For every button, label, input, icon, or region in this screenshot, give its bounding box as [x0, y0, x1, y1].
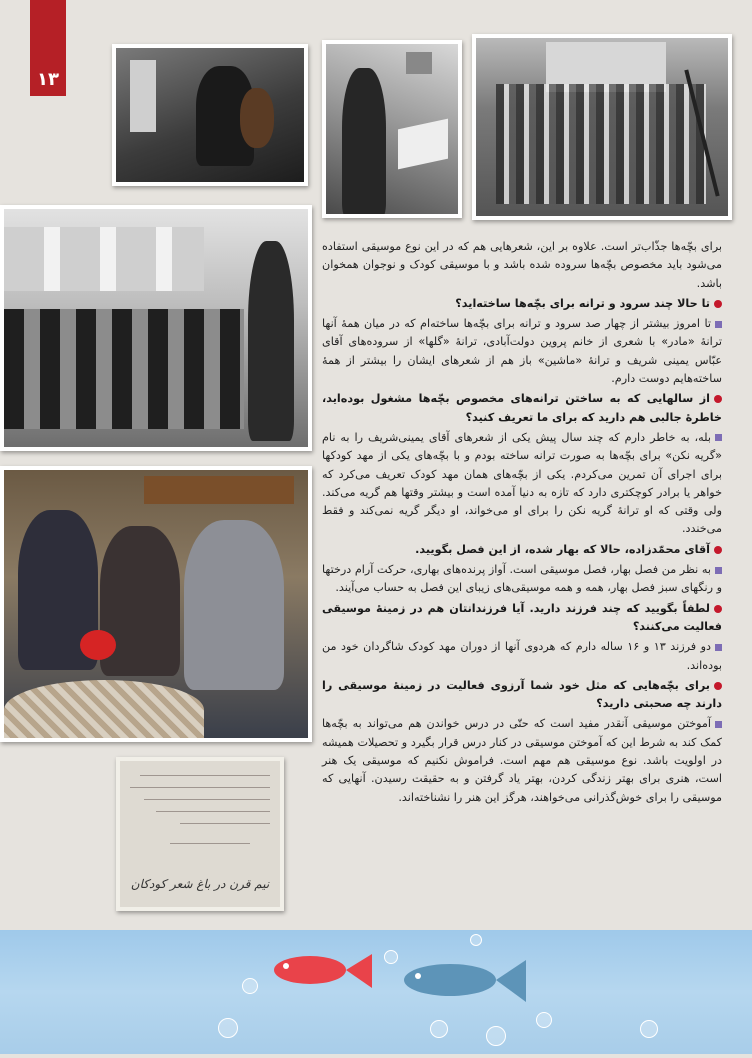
bubble-icon — [536, 1012, 552, 1028]
person-right — [184, 520, 284, 690]
question-bullet-icon — [714, 395, 722, 403]
answer-bullet-icon — [715, 721, 722, 728]
answer-bullet-icon — [715, 644, 722, 651]
children-rows — [496, 84, 706, 204]
blue-fish-icon — [404, 960, 526, 1002]
question-bullet-icon — [714, 300, 722, 308]
photo-violinist-writing — [112, 44, 308, 186]
handwriting-line — [180, 823, 270, 824]
bubble-icon — [470, 934, 482, 946]
red-fish-icon — [274, 954, 372, 988]
bubble-icon — [430, 1020, 448, 1038]
answer-5: آموختن موسیقی آنقدر مفید است که حتّی در درس خواندن هم می‌تواند به بچّه‌ها کمک کند به شرط این که آموختن موسیقی در کنار درس قرار بگیرد و تحصیلات همیشه در اولویت باشد. نوع موسیقی هم مهم است. فراموش نکنیم که موسیقی یک هنر است، هنری برای بهتر زندگی کردن، بهتر یاد گرفتن و به حقیقت رسیدن. آنهایی که موسیقی را برای خوش‌گذرانی می‌خواهند، هرگز این هنر را نشناخته‌اند. — [322, 717, 722, 804]
answer-4: دو فرزند ۱۳ و ۱۶ ساله دارم که هردوی آنها از دوران مهد کودک شاگردان خود من بوده‌اند. — [322, 640, 722, 672]
interview-text — [322, 238, 722, 809]
photo-classroom-violinist — [0, 205, 312, 451]
patterned-table — [4, 680, 204, 738]
bubble-icon — [384, 950, 398, 964]
answer-bullet-icon — [715, 434, 722, 441]
manuscript-caption: نیم قرن در باغ شعر کودکان — [130, 877, 270, 891]
answer-1: تا امروز بیشتر از چهار صد سرود و ترانه برای بچّه‌ها ساخته‌ام که در میان همهٔ آنها ترانهٔ «مادر» با شعری از خانم پروین دولت‌آبادی، ترانهٔ «گلها» از سروده‌های آقای عبّاس یمینی شریف و ترانهٔ «ماشین» باز هم از شعرهای ایشان را بیشتر از همهٔ ساخته‌هایم دوست دارم. — [322, 317, 722, 386]
question-2: از سالهایی که به ساختن ترانه‌های مخصوص بچّه‌ها مشغول بوده‌اید، خاطرهٔ جالبی هم دارید که برای ما تعریف کنید؟ — [322, 392, 722, 424]
photo-class-group — [472, 34, 732, 220]
students-desks — [4, 309, 244, 429]
wall-frame — [144, 476, 294, 504]
paragraph-1: برای بچّه‌ها جذّاب‌تر است. علاوه بر این، شعرهایی هم که در این نوع موسیقی استفاده می‌شود باید مخصوص بچّه‌ها سروده شده باشد و با موسیقی کودک و نوجوان همخوان باشد. — [322, 240, 722, 290]
question-bullet-icon — [714, 605, 722, 613]
teacher-silhouette — [248, 241, 294, 441]
photo-man-composing — [322, 40, 462, 218]
answer-2: بله، به خاطر دارم که چند سال پیش یکی از شعرهای آقای یمینی‌شریف را به نام «گریه نکن» برای بچّه‌ها به صورت ترانه ساخته بودم و با بچّه‌های یکی از مهد کودکها برای اجرای آن تمرین می‌کردم. یکی از بچّه‌های همان مهد کودک تعریف می‌کرد که خواهر یا برادر کوچکتری دارد که تازه به دنیا آمده است و بیشتر وقتها هم گریه می‌کند. ولی وقتی که او ترانهٔ گریه نکن را برای او می‌خواند، او دیگر گریه نمی‌کند و فقط می‌خندد. — [322, 430, 722, 536]
handwriting-line — [130, 787, 270, 788]
flowers — [80, 630, 116, 660]
figure-silhouette — [342, 68, 386, 214]
page-number-tab — [30, 0, 66, 96]
music-stand — [398, 119, 448, 170]
handwriting-line — [144, 799, 270, 800]
handwriting-line — [140, 775, 270, 776]
window-frame — [130, 60, 156, 132]
handwriting-line — [156, 811, 270, 812]
answer-3: به نظر من فصل بهار، فصل موسیقی است. آواز پرنده‌های بهاری، حرکت آرام درختها و رنگهای سبز فصل بهار، همه و همه موسیقی‌های زیبای این فصل به حساب می‌آیند. — [322, 563, 722, 595]
question-3: آقای محمّدزاده، حالا که بهار شده، از این فصل بگویید. — [322, 541, 722, 559]
handwriting-line — [170, 843, 250, 844]
question-bullet-icon — [714, 682, 722, 690]
question-bullet-icon — [714, 546, 722, 554]
bubble-icon — [486, 1026, 506, 1046]
sea-decoration — [0, 930, 752, 1054]
manuscript-note — [116, 757, 284, 911]
question-1: تا حالا چند سرود و ترانه برای بچّه‌ها ساخته‌اید؟ — [322, 295, 722, 313]
question-4: لطفاً بگویید که چند فرزند دارید. آیا فرزندانتان هم در زمینهٔ موسیقی فعالیت می‌کنند؟ — [322, 601, 722, 633]
violin-shape — [240, 88, 274, 148]
bubble-icon — [640, 1020, 658, 1038]
fish-illustration — [0, 930, 752, 1054]
answer-bullet-icon — [715, 567, 722, 574]
answer-bullet-icon — [715, 321, 722, 328]
chalkboard-wall — [4, 227, 204, 291]
question-5: برای بچّه‌هایی که مثل خود شما آرزوی فعالیت در زمینهٔ موسیقی را دارند چه صحبتی دارید؟ — [322, 678, 722, 711]
bubble-icon — [218, 1018, 238, 1038]
bubble-icon — [242, 978, 258, 994]
wall-picture — [406, 52, 432, 74]
photo-family — [0, 466, 312, 742]
page-number: ۱۳ — [37, 69, 59, 90]
